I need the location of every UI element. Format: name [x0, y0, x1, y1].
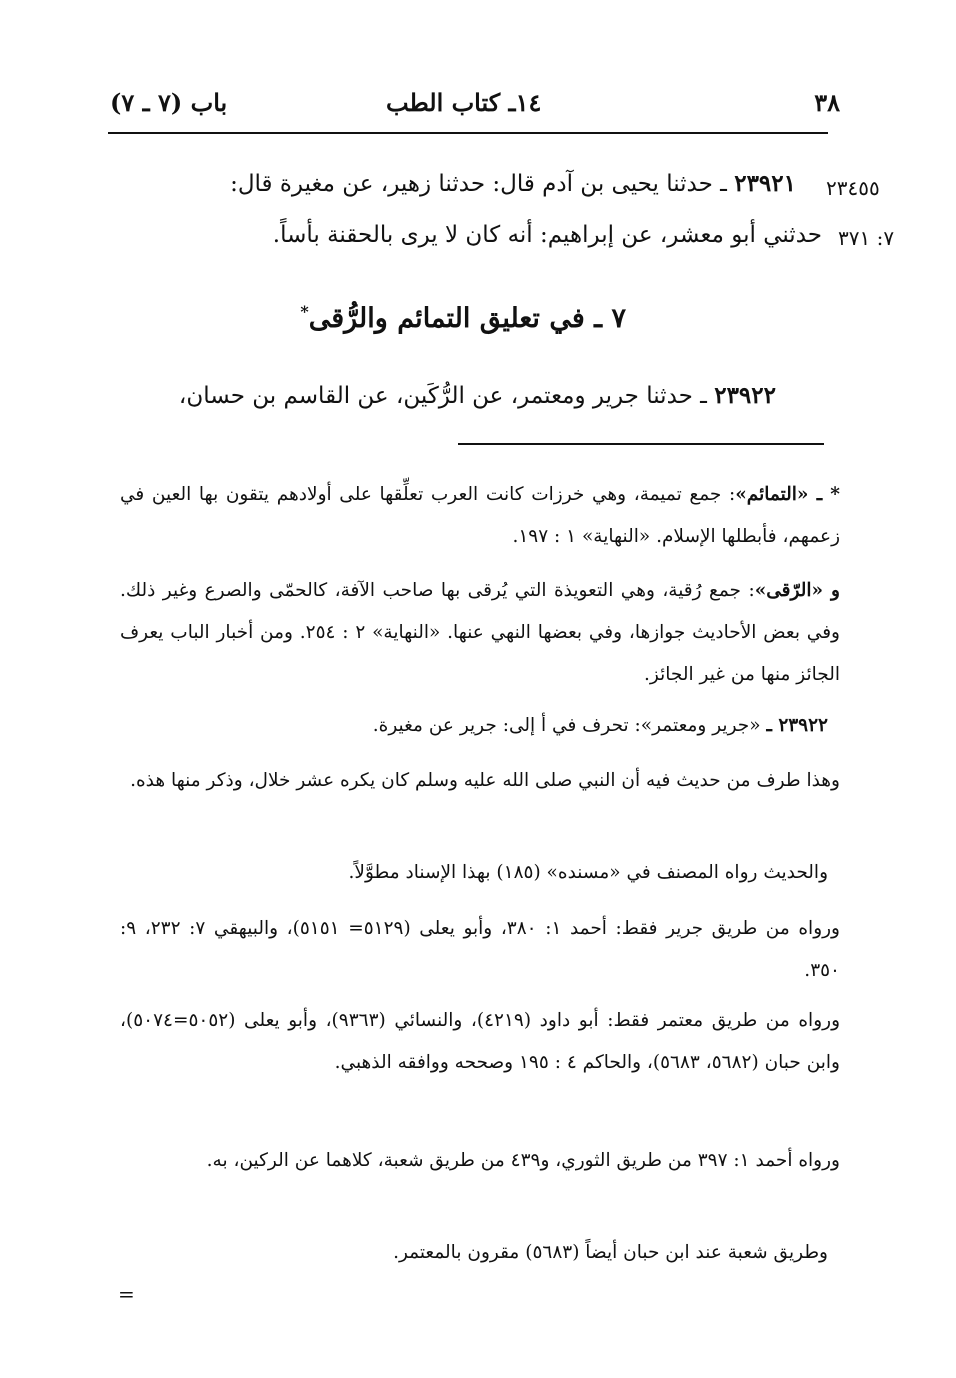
footnote-3 [128, 705, 828, 747]
footnote-3-text: «جرير ومعتمر»: تحرف في أ إلى: جرير عن مغيرة. [372, 715, 767, 736]
continuation-mark: = [118, 1282, 135, 1306]
footnote-5: والحديث رواه المصنف في «مسنده» (١٨٥) بهذا الإسناد مطوَّلاً. [348, 862, 828, 883]
hadith-1-text-1: ـ حدثنا يحيى بن آدم قال: حدثنا زهير، عن مغيرة قال: [230, 171, 727, 197]
hadith-1-line-1 [230, 170, 796, 197]
section-title [300, 302, 626, 334]
chapter-ref: باب (٧ ـ ٧) [110, 88, 228, 117]
footnote-rule [458, 443, 824, 445]
footnote-1 [120, 474, 840, 558]
hadith-1-number: ٢٣٩٢١ [734, 170, 796, 197]
footnote-4: وهذا طرف من حديث فيه أن النبي صلى الله عليه وسلم كان يكره عشر خلال، وذكر منها هذه. [130, 770, 840, 791]
footnote-7: ورواه من طريق معتمر فقط: أبو داود (٤٢١٩)، والنسائي (٩٣٦٣)، وأبو يعلى (٥٠٥٢=٥٠٧٤)، وابن حبان (٥٦٨٢، ٥٦٨٣)، والحاكم ٤ : ١٩٥ وصححه ووافقه الذهبي. [120, 1010, 841, 1073]
footnote-2-text: : جمع رُقية، وهي التعويذة التي يُرقى بها صاحب الآفة، كالحمّى والصرع وغير ذلك. وفي بعض الأحاديث جوازها، وفي بعضها النهي عنها. «النهاية» ٢ : ٢٥٤. ومن أخبار الباب يعرف الجائز منها من غير الجائز. [120, 580, 840, 685]
book-title: ١٤ـ كتاب الطب [386, 88, 542, 117]
footnote-9: وطريق شعبة عند ابن حبان أيضاً (٥٦٨٣) مقرون بالمعتمر. [393, 1242, 828, 1263]
footnote-8: ورواه أحمد ١: ٣٩٧ من طريق الثوري، و٤٣٩ من طريق شعبة، كلاهما عن الركين، به. [206, 1150, 840, 1171]
footnote-star: * [300, 302, 309, 321]
header-rule [108, 132, 828, 134]
footnote-2 [120, 570, 840, 696]
footnote-1-lead: * ـ «التمائم» [735, 484, 840, 505]
margin-ref-1: ٢٣٤٥٥ [826, 176, 880, 200]
footnote-2-lead: و «الرّقى» [754, 580, 840, 601]
hadith-2-line [179, 382, 776, 409]
hadith-2-text: ـ حدثنا جرير ومعتمر، عن الرُّكَين، عن القاسم بن حسان، [178, 383, 707, 409]
margin-ref-2: ٧: ٣٧١ [838, 226, 895, 250]
footnote-6: ورواه من طريق جرير فقط: أحمد ١: ٣٨٠، وأبو يعلى (٥١٢٩= ٥١٥١)، والبيهقي ٧: ٢٣٢، ٩: ٣٥٠. [120, 918, 840, 981]
footnote-3-lead: ٢٣٩٢٢ ـ [766, 715, 828, 736]
page-number: ٣٨ [814, 88, 840, 117]
hadith-2-number: ٢٣٩٢٢ [714, 382, 776, 409]
section-title-text: ٧ ـ في تعليق التمائم والرُّقى [308, 303, 626, 334]
footnote-1-text: : جمع تميمة، وهي خرزات كانت العرب تعلِّقها على أولادهم يتقون بها العين في زعمهم، فأبطلها الإسلام. «النهاية» ١ : ١٩٧. [120, 484, 840, 547]
hadith-1-line-2: حدثني أبو معشر، عن إبراهيم: أنه كان لا يرى بالحقنة بأساً. [272, 222, 822, 248]
